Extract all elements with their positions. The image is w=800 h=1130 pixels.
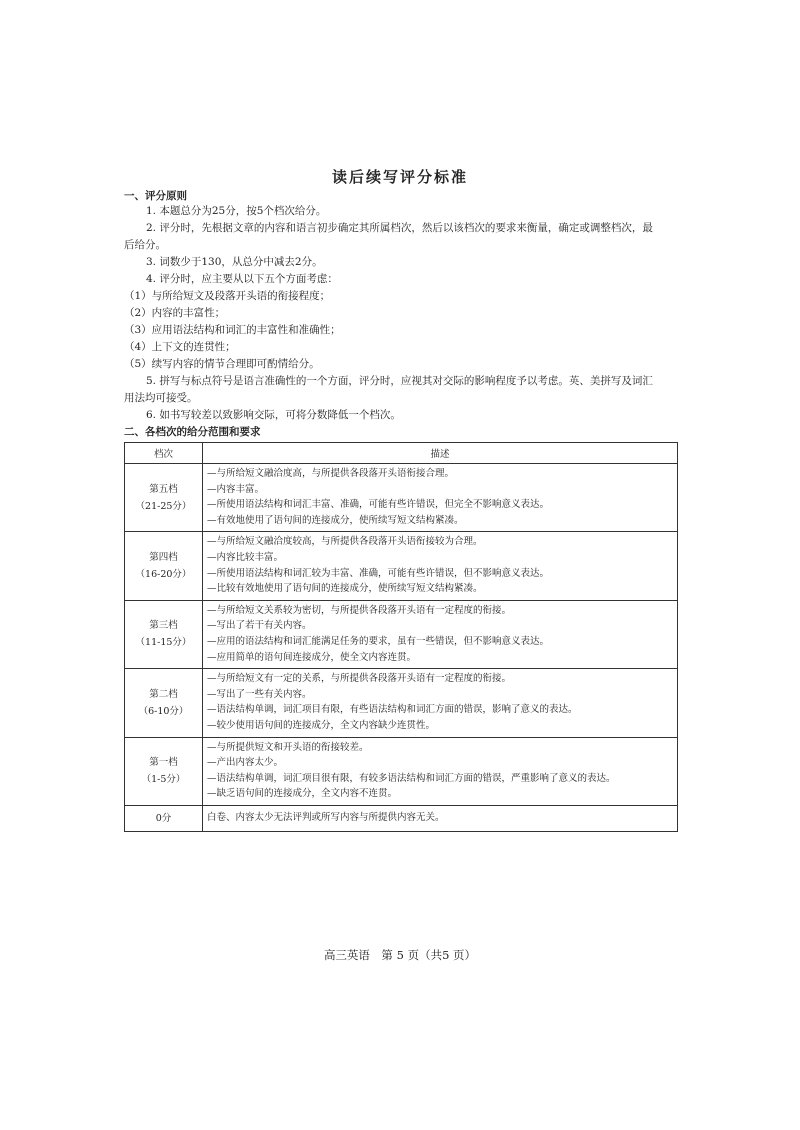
table-row xyxy=(125,600,678,668)
description-line: —与所给短文融洽度高，与所提供各段落开头语衔接合理。 xyxy=(207,468,455,479)
principle-line-2-cont: 后给分。 xyxy=(124,239,166,251)
description-zero: 白卷、内容太少无法评判或所写内容与所提供内容无关。 xyxy=(203,805,678,831)
principle-line-5-cont: 用法均可接受。 xyxy=(124,392,198,404)
description-line: —与所给短文有一定的关系，与所提供各段落开头语有一定程度的衔接。 xyxy=(207,673,512,685)
level-cell xyxy=(125,669,203,737)
header-level: 档次 xyxy=(125,443,203,464)
level-cell xyxy=(125,464,203,532)
level-cell xyxy=(125,532,203,600)
level-name: 第一档 xyxy=(149,757,178,769)
description-line: —应用的语法结构和词汇能满足任务的要求，虽有一些错误，但不影响意义表达。 xyxy=(207,635,550,647)
table-row xyxy=(125,737,678,805)
level-range: （11-15分） xyxy=(135,637,192,649)
scoring-table xyxy=(124,442,678,832)
table-row-zero xyxy=(125,805,678,831)
description-line: —较少使用语句间的连接成分，全文内容缺少连贯性。 xyxy=(207,719,436,731)
principle-item-3: （3）应用语法结构和词汇的丰富性和准确性； xyxy=(124,324,341,336)
table-row xyxy=(125,669,678,737)
table-row xyxy=(125,464,678,532)
description-line: —缺乏语句间的连接成分，全文内容不连贯。 xyxy=(207,788,398,800)
description-line: —产出内容太少。 xyxy=(207,757,284,769)
description-line: —有效地使用了语句间的连接成分，使所续写短文结构紧凑。 xyxy=(207,514,464,526)
principle-line-6: 6. 如书写较差以致影响交际，可将分数降低一个档次。 xyxy=(146,409,401,421)
description-line: —内容比较丰富。 xyxy=(207,551,284,563)
description-line: —语法结构单调，词汇项目有限，有些语法结构和词汇方面的错误，影响了意义的表达。 xyxy=(207,704,578,716)
level-name: 第二档 xyxy=(149,688,178,700)
description-line: —比较有效地使用了语句间的连接成分，使所续写短文结构紧凑。 xyxy=(207,583,483,595)
description-cell xyxy=(203,669,678,737)
description-line: —与所给短文关系较为密切，与所提供各段落开头语有一定程度的衔接。 xyxy=(207,604,512,616)
description-cell xyxy=(203,737,678,805)
description-line: —语法结构单调，词汇项目很有限，有较多语法结构和词汇方面的错误，严重影响了意义的表达。 xyxy=(207,772,616,784)
description-line: —应用简单的语句间连接成分，使全文内容连贯。 xyxy=(207,651,417,663)
principle-line-3: 3. 词数少于130，从总分中减去2分。 xyxy=(146,256,323,268)
description-line: —内容丰富。 xyxy=(207,483,265,495)
level-range: （21-25分） xyxy=(135,500,192,512)
level-cell xyxy=(125,737,203,805)
section-heading-levels: 二、各档次的给分范围和要求 xyxy=(124,426,261,438)
level-range: （1-5分） xyxy=(141,774,186,786)
page-footer: 高三英语 第 5 页（共5 页） xyxy=(323,948,477,962)
description-line: —所使用语法结构和词汇丰富、准确，可能有些许错误，但完全不影响意义表达。 xyxy=(207,499,550,511)
description-line: —写出了若干有关内容。 xyxy=(207,620,312,632)
principle-item-1: （1）与所给短文及段落开头语的衔接程度； xyxy=(124,290,331,302)
document-title: 读后续写评分标准 xyxy=(331,168,468,186)
principle-item-2: （2）内容的丰富性； xyxy=(124,307,226,319)
description-cell xyxy=(203,600,678,668)
description-line: —写出了一些有关内容。 xyxy=(207,688,312,700)
level-name: 第四档 xyxy=(149,552,178,564)
principle-item-5: （5）续写内容的情节合理即可酌情给分。 xyxy=(124,358,320,370)
principle-line-4: 4. 评分时，应主要从以下五个方面考虑： xyxy=(146,273,338,285)
principle-item-4: （4）上下文的连贯性； xyxy=(124,341,236,353)
description-line: —与所提供短文和开头语的衔接较差。 xyxy=(207,741,369,753)
description-cell xyxy=(203,464,678,532)
level-cell xyxy=(125,600,203,668)
principle-line-5: 5. 拼写与标点符号是语言准确性的一个方面，评分时，应视其对交际的影响程度予以考虑。英、美拼写及词汇 xyxy=(146,375,653,387)
header-description: 描述 xyxy=(203,443,678,464)
section-heading-principles: 一、评分原则 xyxy=(124,190,187,202)
principle-line-1: 1. 本题总分为25分，按5个档次给分。 xyxy=(146,205,327,217)
principle-line-2: 2. 评分时，先根据文章的内容和语言初步确定其所属档次，然后以该档次的要求来衡量，确定或调整档次，最 xyxy=(146,222,653,234)
description-line: —所使用语法结构和词汇较为丰富、准确，可能有些许错误，但不影响意义表达。 xyxy=(207,567,550,579)
level-name: 第三档 xyxy=(149,620,178,632)
level-range: （6-10分） xyxy=(138,705,189,717)
level-zero: 0分 xyxy=(125,805,203,831)
table-row xyxy=(125,532,678,600)
table-header-row xyxy=(125,443,678,464)
description-line: —与所给短文融洽度较高，与所提供各段落开头语衔接较为合理。 xyxy=(207,536,483,548)
level-range: （16-20分） xyxy=(135,569,192,581)
description-cell xyxy=(203,532,678,600)
level-name: 第五档 xyxy=(149,483,178,495)
